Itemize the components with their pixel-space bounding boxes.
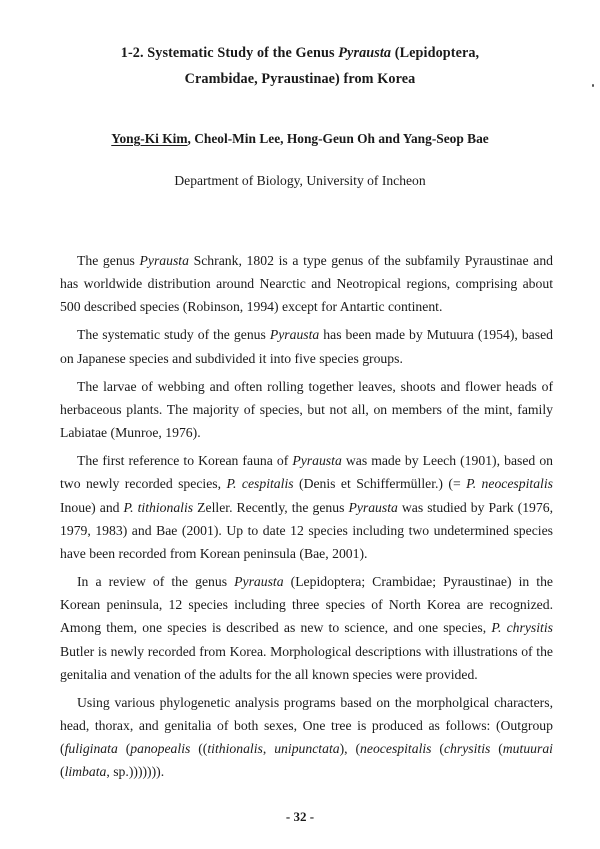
co-authors: , Cheol-Min Lee, Hong-Geun Oh and Yang-Seop Bae <box>187 131 489 146</box>
presenting-author: Yong-Ki Kim <box>111 131 188 146</box>
paragraph-3: The larvae of webbing and often rolling together leaves, shoots and flower heads of herbaceous plants. The majority of species, but not all, on members of the mint, family Labiatae (Munroe, 1976). <box>60 378 553 441</box>
paragraph-5: In a review of the genus Pyrausta (Lepidoptera; Crambidae; Pyraustinae) in the Korean peninsula, 12 species including three species of North Korea are recognized. Among them, one species is described as new to science, and one species, P. chrysitis Butler is newly recorded from Korea. Morphological descriptions with illustrations of the genitalia and venation of the adults for the all known species were provided. <box>60 574 554 682</box>
paragraph-1: The genus Pyrausta Schrank, 1802 is a type genus of the subfamily Pyraustinae and has worldwide distribution around Nearctic and Neotropical regions, comprising about 500 described species (Robinson, 1994) except for Antartic continent. <box>60 253 554 315</box>
abstract-body <box>60 249 553 783</box>
page-number: - 32 - <box>285 809 315 824</box>
title-line-2: Crambidae, Pyraustinae) from Korea <box>184 71 416 87</box>
paper-title <box>60 40 540 92</box>
affiliation: Department of Biology, University of Incheon <box>174 173 426 188</box>
paragraph-2: The systematic study of the genus Pyrausta has been made by Mutuura (1954), based on Japanese species and subdivided it into five species groups. <box>60 327 553 366</box>
author-list <box>0 129 600 149</box>
paragraph-6: Using various phylogenetic analysis programs based on the morpholgical characters, head, thorax, and genitalia of both sexes, One tree is produced as follows: (Outgroup (fuliginata (panopealis ((tithionalis, unipunctata), (neocespitalis (chrysitis (mutuurai (limbata, sp.))))))). <box>60 694 553 780</box>
title-line-1: 1-2. Systematic Study of the Genus Pyrausta (Lepidoptera, <box>120 45 480 61</box>
paragraph-4: The first reference to Korean fauna of Pyrausta was made by Leech (1901), based on two newly recorded species, P. cespitalis (Denis et Schiffermüller.) (= P. neocespitalis Inoue) and P. tithionalis Zeller. Recently, the genus Pyrausta was studied by Park (1976, 1979, 1983) and Bae (2001). Up to date 12 species including two undetermined species have been recorded from Korean peninsula (Bae, 2001). <box>60 453 554 561</box>
scan-speck <box>592 84 594 87</box>
